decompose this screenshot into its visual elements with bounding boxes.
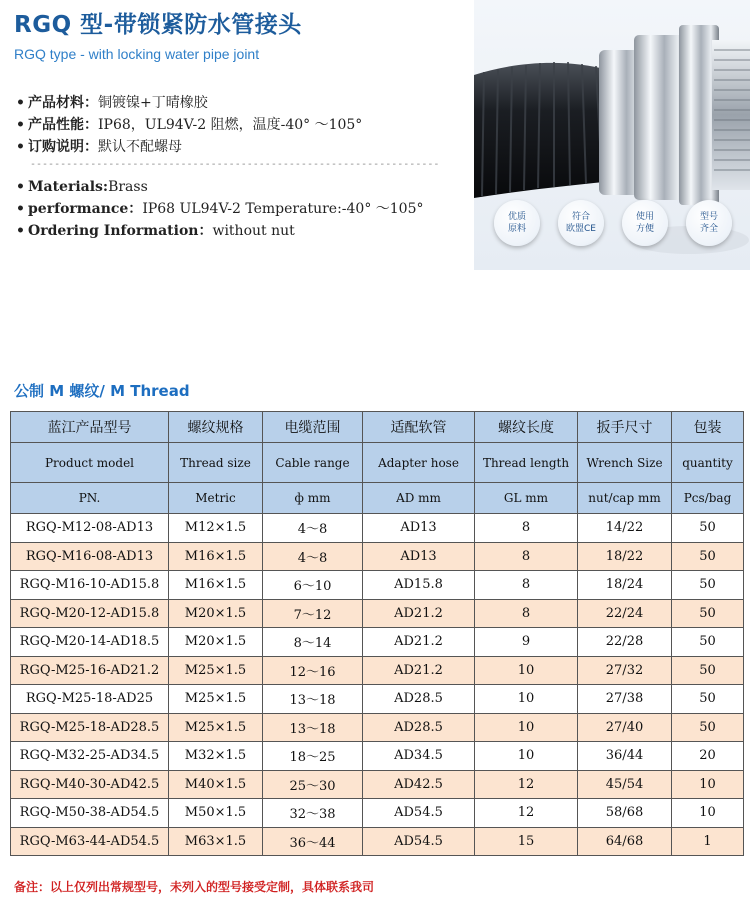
table-cell: AD28.5 — [363, 685, 475, 714]
table-cell: 10 — [475, 685, 578, 714]
table-row — [11, 799, 744, 828]
table-row — [11, 514, 744, 543]
table-cell: 12 — [475, 770, 578, 799]
header-cell: 包装 — [672, 412, 744, 443]
table-cell: 8～14 — [263, 628, 363, 657]
table-cell: RGQ-M32-25-AD34.5 — [11, 742, 169, 771]
spec-list — [16, 92, 466, 242]
table-cell: 10 — [475, 742, 578, 771]
table-cell: 18/24 — [578, 571, 672, 600]
table-cell: 50 — [672, 571, 744, 600]
table-cell: 27/32 — [578, 656, 672, 685]
table-cell: 14/22 — [578, 514, 672, 543]
feature-badges — [494, 200, 744, 260]
table-cell: AD42.5 — [363, 770, 475, 799]
spec-performance-cn: • 产品性能：IP68，UL94V-2 阻燃，温度-40° ～105° — [16, 114, 466, 136]
header-cell: GL mm — [475, 483, 578, 514]
table-cell: 13～18 — [263, 685, 363, 714]
table-cell: M25×1.5 — [169, 713, 263, 742]
table-row — [11, 827, 744, 856]
table-header-en — [11, 443, 744, 483]
table-row — [11, 770, 744, 799]
header-cell: Metric — [169, 483, 263, 514]
spec-material-cn: • 产品材料：铜镀镍+丁晴橡胶 — [16, 92, 466, 114]
spec-ordering-en: • Ordering Information：without nut — [16, 220, 466, 242]
table-cell: 15 — [475, 827, 578, 856]
bullet-icon: • — [16, 95, 25, 111]
table-cell: M20×1.5 — [169, 599, 263, 628]
header-cell: PN. — [11, 483, 169, 514]
table-cell: 8 — [475, 571, 578, 600]
table-cell: 10 — [672, 770, 744, 799]
table-header-unit — [11, 483, 744, 514]
table-cell: 36～44 — [263, 827, 363, 856]
table-row — [11, 571, 744, 600]
table-cell: 22/28 — [578, 628, 672, 657]
bullet-icon: • — [16, 117, 25, 133]
table-cell: M16×1.5 — [169, 571, 263, 600]
header-cell: 适配软管 — [363, 412, 475, 443]
table-cell: M20×1.5 — [169, 628, 263, 657]
bullet-icon: • — [16, 201, 25, 217]
spec-ordering-cn: • 订购说明：默认不配螺母 — [16, 136, 466, 158]
badge-ce-compliant: 符合 欧盟CE — [558, 200, 604, 246]
bullet-icon: • — [16, 223, 25, 239]
table-cell: RGQ-M25-16-AD21.2 — [11, 656, 169, 685]
table-cell: M12×1.5 — [169, 514, 263, 543]
table-cell: RGQ-M25-18-AD25 — [11, 685, 169, 714]
table-cell: 50 — [672, 599, 744, 628]
table-cell: AD13 — [363, 514, 475, 543]
header-cell: Pcs/bag — [672, 483, 744, 514]
header-cell: 蓝江产品型号 — [11, 412, 169, 443]
header-cell: 电缆范围 — [263, 412, 363, 443]
table-cell: M25×1.5 — [169, 685, 263, 714]
table-cell: 8 — [475, 542, 578, 571]
table-cell: 1 — [672, 827, 744, 856]
badge-quality-material: 优质 原料 — [494, 200, 540, 246]
table-row — [11, 599, 744, 628]
table-cell: 22/24 — [578, 599, 672, 628]
table-cell: AD28.5 — [363, 713, 475, 742]
table-cell: AD34.5 — [363, 742, 475, 771]
header-cell: ф mm — [263, 483, 363, 514]
table-cell: 25～30 — [263, 770, 363, 799]
table-row — [11, 628, 744, 657]
table-cell: 50 — [672, 628, 744, 657]
table-cell: 50 — [672, 656, 744, 685]
table-cell: 13～18 — [263, 713, 363, 742]
table-cell: AD13 — [363, 542, 475, 571]
table-cell: 10 — [475, 713, 578, 742]
page-title: RGQ 型-带锁紧防水管接头 — [14, 12, 302, 38]
table-cell: 32～38 — [263, 799, 363, 828]
table-row — [11, 542, 744, 571]
table-cell: 58/68 — [578, 799, 672, 828]
table-cell: M63×1.5 — [169, 827, 263, 856]
table-cell: 50 — [672, 542, 744, 571]
table-cell: RGQ-M16-10-AD15.8 — [11, 571, 169, 600]
table-cell: AD15.8 — [363, 571, 475, 600]
table-cell: RGQ-M50-38-AD54.5 — [11, 799, 169, 828]
table-row — [11, 685, 744, 714]
table-cell: AD21.2 — [363, 656, 475, 685]
table-cell: AD21.2 — [363, 599, 475, 628]
table-row — [11, 656, 744, 685]
badge-easy-use: 使用 方便 — [622, 200, 668, 246]
spec-material-en: • Materials:Brass — [16, 176, 466, 198]
table-cell: AD54.5 — [363, 799, 475, 828]
header-cell: 螺纹长度 — [475, 412, 578, 443]
table-cell: 8 — [475, 514, 578, 543]
spec-performance-en: • performance：IP68 UL94V-2 Temperature:-40° ～105° — [16, 198, 466, 220]
table-header-cn — [11, 412, 744, 443]
header-cell: quantity — [672, 443, 744, 483]
table-cell: 12～16 — [263, 656, 363, 685]
table-cell: 12 — [475, 799, 578, 828]
header-cell: nut/cap mm — [578, 483, 672, 514]
table-cell: M16×1.5 — [169, 542, 263, 571]
table-cell: 50 — [672, 514, 744, 543]
table-cell: 27/40 — [578, 713, 672, 742]
header-cell: Wrench Size — [578, 443, 672, 483]
table-row — [11, 713, 744, 742]
table-cell: 45/54 — [578, 770, 672, 799]
table-cell: 7～12 — [263, 599, 363, 628]
footer-note: 备注：以上仅列出常规型号，未列入的型号接受定制，具体联系我司 — [14, 880, 375, 894]
header-cell: 扳手尺寸 — [578, 412, 672, 443]
table-cell: 20 — [672, 742, 744, 771]
table-cell: RGQ-M12-08-AD13 — [11, 514, 169, 543]
product-table — [10, 411, 744, 856]
bullet-icon: • — [16, 179, 25, 195]
table-cell: 18～25 — [263, 742, 363, 771]
table-cell: 4～8 — [263, 514, 363, 543]
table-cell: M40×1.5 — [169, 770, 263, 799]
table-cell: RGQ-M20-14-AD18.5 — [11, 628, 169, 657]
table-cell: 50 — [672, 713, 744, 742]
badge-full-range: 型号 齐全 — [686, 200, 732, 246]
table-cell: AD21.2 — [363, 628, 475, 657]
table-cell: RGQ-M25-18-AD28.5 — [11, 713, 169, 742]
table-cell: 10 — [672, 799, 744, 828]
table-cell: 9 — [475, 628, 578, 657]
table-cell: AD54.5 — [363, 827, 475, 856]
header-cell: Adapter hose — [363, 443, 475, 483]
table-cell: 36/44 — [578, 742, 672, 771]
header-cell: Thread length — [475, 443, 578, 483]
table-cell: 18/22 — [578, 542, 672, 571]
table-cell: RGQ-M63-44-AD54.5 — [11, 827, 169, 856]
header-cell: 螺纹规格 — [169, 412, 263, 443]
page-subtitle: RGQ type - with locking water pipe joint — [14, 46, 260, 62]
table-cell: 4～8 — [263, 542, 363, 571]
bullet-icon: • — [16, 139, 25, 155]
table-cell: 64/68 — [578, 827, 672, 856]
table-cell: RGQ-M40-30-AD42.5 — [11, 770, 169, 799]
header-cell: Product model — [11, 443, 169, 483]
table-cell: M25×1.5 — [169, 656, 263, 685]
table-cell: M32×1.5 — [169, 742, 263, 771]
header-cell: AD mm — [363, 483, 475, 514]
table-cell: RGQ-M16-08-AD13 — [11, 542, 169, 571]
section-title: 公制 M 螺纹/ M Thread — [14, 382, 190, 400]
table-cell: 6～10 — [263, 571, 363, 600]
table-cell: 8 — [475, 599, 578, 628]
spec-divider: -------------------------------------------------------------------- — [30, 159, 440, 170]
header-cell: Cable range — [263, 443, 363, 483]
table-cell: M50×1.5 — [169, 799, 263, 828]
table-row — [11, 742, 744, 771]
table-cell: 50 — [672, 685, 744, 714]
table-cell: 27/38 — [578, 685, 672, 714]
table-cell: 10 — [475, 656, 578, 685]
table-cell: RGQ-M20-12-AD15.8 — [11, 599, 169, 628]
header-cell: Thread size — [169, 443, 263, 483]
